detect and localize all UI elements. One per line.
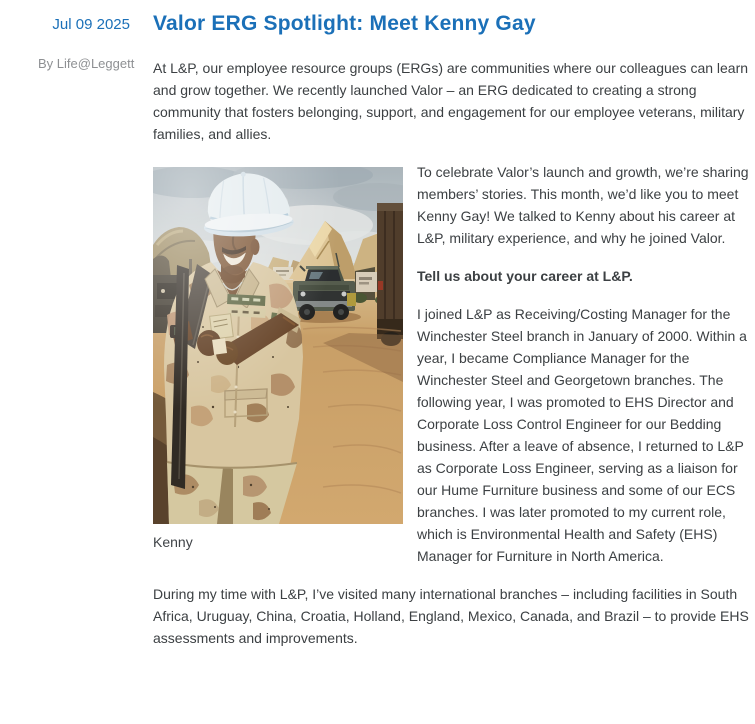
article-byline: By Life@Leggett [38, 56, 135, 71]
article-meta [38, 10, 135, 724]
article-date: Jul 09 2025 [52, 16, 130, 33]
kenny-photo-figure [153, 167, 403, 552]
kenny-photo-art [153, 167, 403, 524]
kenny-photo [153, 167, 403, 524]
article-content [153, 10, 755, 724]
question-heading: Tell us about your career at L&P. [417, 268, 633, 284]
celebrate-paragraph: To celebrate Valor’s launch and growth, we’re sharing members’ stories. This month, we’d like you to meet Kenny Gay! We talked to Kenny about his career at L&P, military experience, and why he joined Valor. [417, 164, 749, 246]
travel-paragraph: During my time with L&P, I’ve visited many international branches – including facilities in South Africa, Uruguay, China, Croatia, Holland, England, Mexico, Canada, and Brazil – to provide EHS assessments and improvements. [153, 586, 749, 646]
career-paragraph: I joined L&P as Receiving/Costing Manager for the Winchester Steel branch in January of 2000. Within a year, I became Compliance Manager for the Winchester Steel and Georgetown branches. The following year, I was promoted to EHS Director and Corporate Loss Control Engineer for our Bedding business. After a leave of absence, I returned to L&P as Corporate Loss Engineer, serving as a liaison for our Hume Furniture business and some of our ECS branches. I was later promoted to my current role, which is Environmental Health and Safety (EHS) Manager for Furniture in North America. [417, 306, 747, 564]
intro-paragraph: At L&P, our employee resource groups (ERGs) are communities where our colleagues can learn and grow together. We recently launched Valor – an ERG dedicated to creating a strong community that fosters belonging, support, and engagement for our employee veterans, military families, and allies. [153, 60, 749, 142]
photo-glare [153, 167, 403, 524]
photo-caption: Kenny [153, 534, 193, 550]
article-title: Valor ERG Spotlight: Meet Kenny Gay [153, 12, 536, 35]
